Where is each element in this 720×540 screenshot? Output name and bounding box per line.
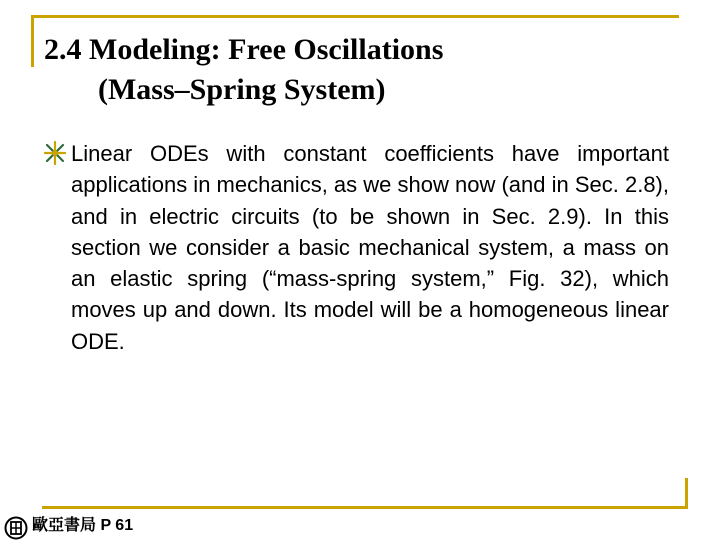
- frame-bottom-rule: [42, 506, 688, 509]
- publisher-logo-icon: [4, 516, 28, 540]
- frame-left-rule: [31, 15, 34, 67]
- slide-title-line-1: 2.4 Modeling: Free Oscillations: [44, 33, 444, 66]
- slide-title-line-2: (Mass–Spring System): [98, 73, 386, 106]
- footer-page-number: P 61: [100, 517, 134, 534]
- footer-publisher: 歐亞書局: [32, 517, 97, 534]
- star-bullet-icon: [44, 141, 66, 165]
- bullet-paragraph: Linear ODEs with constant coefficients have important applications in mechanics, as we show now (and in Sec. 2.8), and in electric circuits (to be shown in Sec. 2.9). In this section we consider a basic mechanical system, a mass on an elastic spring (“mass-spring system,” Fig. 32), which moves up and down. Its model will be a homogeneous linear ODE.: [71, 141, 669, 354]
- footer-label: [32, 516, 133, 536]
- frame-top-rule: [31, 15, 679, 18]
- frame-right-rule: [685, 478, 688, 509]
- slide-title: [44, 30, 674, 110]
